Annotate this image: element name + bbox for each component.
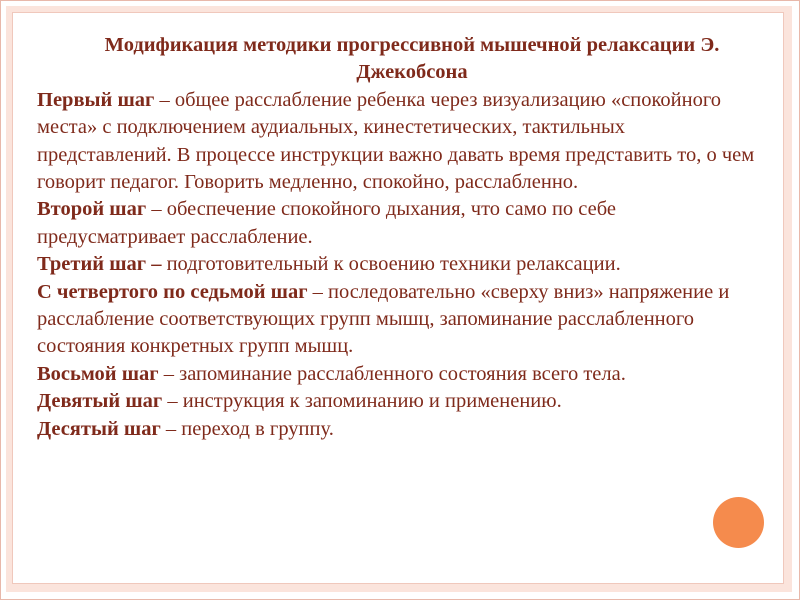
slide-title: Модификация методики прогрессивной мышечной релаксации Э. Джекобсона bbox=[104, 34, 720, 84]
step-8 bbox=[37, 361, 757, 388]
step-9 bbox=[37, 388, 757, 415]
slide-content bbox=[37, 32, 757, 443]
step-text: – общее расслабление ребенка через визуализацию «спокойного места» с подключением аудиальных, кинестетических, тактильных представлений. В процессе инструкции важно давать время представить то, о чем говорит педагог. Говорить медленно, спокойно, расслабленно. bbox=[37, 88, 755, 194]
step-1 bbox=[37, 87, 757, 197]
step-text: – запоминание расслабленного состояния всего тела. bbox=[158, 362, 626, 385]
step-text: – инструкция к запоминанию и применению. bbox=[162, 390, 562, 413]
step-text: – переход в группу. bbox=[160, 417, 334, 440]
step-4-7 bbox=[37, 279, 757, 361]
step-10 bbox=[37, 416, 757, 443]
step-label: Восьмой шаг bbox=[37, 362, 159, 385]
step-label: Третий шаг – bbox=[37, 253, 162, 276]
step-label: Девятый шаг bbox=[37, 390, 163, 413]
step-label: С четвертого по седьмой шаг bbox=[37, 280, 308, 303]
step-3 bbox=[37, 251, 757, 278]
step-label: Первый шаг bbox=[37, 88, 155, 111]
step-label: Десятый шаг bbox=[37, 417, 161, 440]
accent-circle bbox=[713, 497, 764, 548]
step-2 bbox=[37, 196, 757, 251]
step-text: – последовательно «сверху вниз» напряжение и расслабление соответствующих групп мышц, запоминание расслабленного состояния конкретных групп мышц. bbox=[37, 280, 730, 358]
step-label: Второй шаг bbox=[37, 198, 147, 221]
step-text: подготовительный к освоению техники релаксации. bbox=[161, 253, 621, 276]
step-text: – обеспечение спокойного дыхания, что само по себе предусматривает расслабление. bbox=[37, 198, 617, 248]
